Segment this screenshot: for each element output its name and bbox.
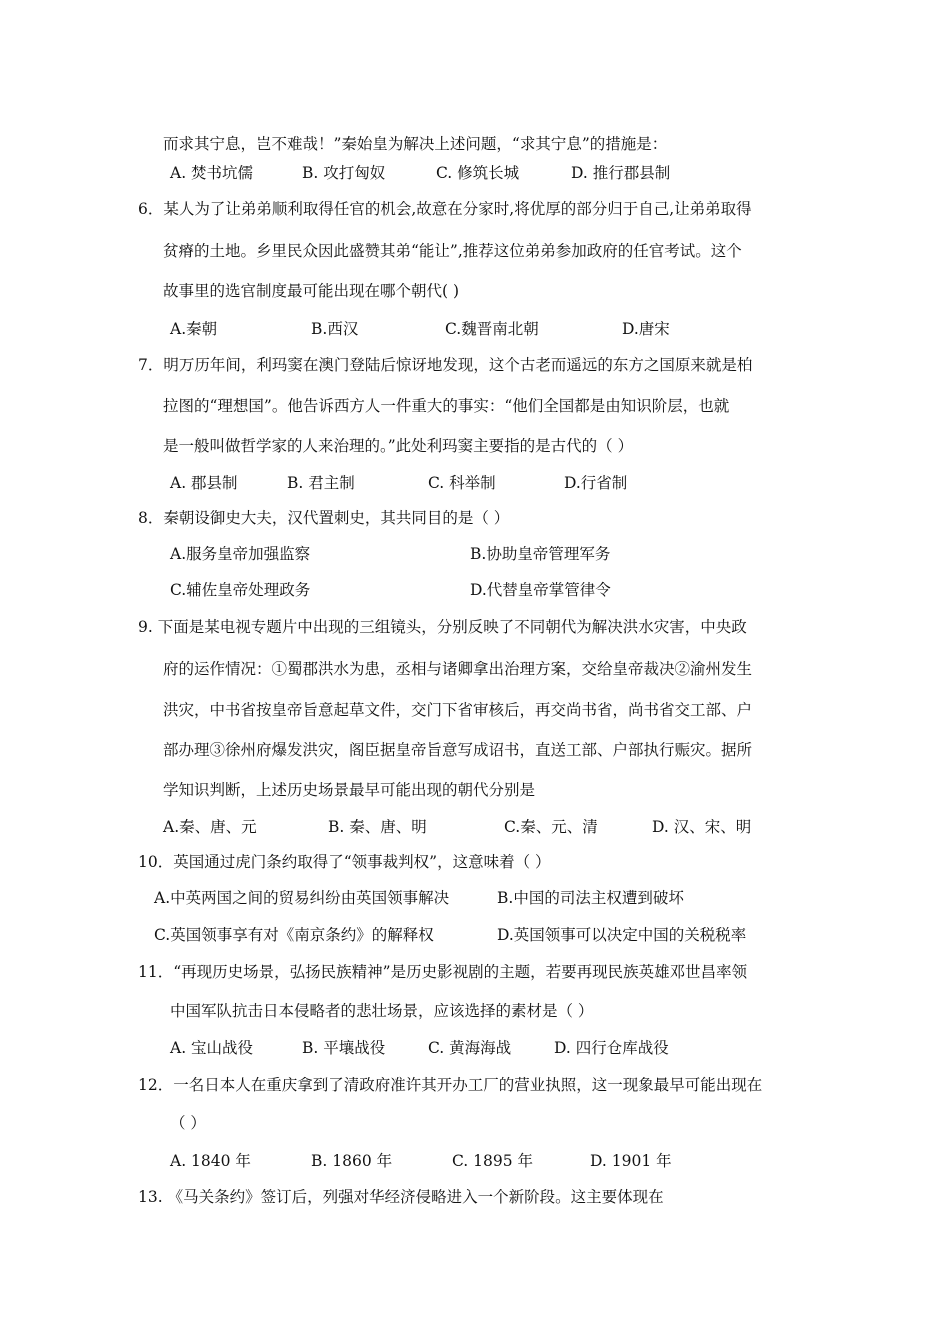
q11-option-d: D. 四行仓库战役 <box>554 1039 669 1057</box>
q12-option-c: C. 1895 年 <box>452 1152 534 1170</box>
q6-stem-line-3: 故事里的选官制度最可能出现在哪个朝代( ) <box>163 282 460 300</box>
q5-option-b: B. 攻打匈奴 <box>302 164 386 182</box>
q5-option-d: D. 推行郡县制 <box>571 164 671 182</box>
q5-option-a: A. 焚书坑儒 <box>170 164 254 182</box>
q9-stem-line-2: 府的运作情况：①蜀郡洪水为患，丞相与诸卿拿出治理方案，交给皇帝裁决②渝州发生 <box>163 660 753 678</box>
q12-option-d: D. 1901 年 <box>590 1152 672 1170</box>
q6-option-b: B.西汉 <box>311 320 359 338</box>
q12-stem-line-2: （ ） <box>170 1114 206 1132</box>
q8-stem: 8．秦朝设御史大夫，汉代置刺史，其共同目的是（ ） <box>138 509 510 527</box>
q7-option-a: A. 郡县制 <box>170 474 238 492</box>
q7-option-c: C. 科举制 <box>428 474 496 492</box>
q13-stem: 13. 《马关条约》签订后，列强对华经济侵略进入一个新阶段。这主要体现在 <box>138 1188 664 1206</box>
q6-option-d: D.唐宋 <box>622 320 670 338</box>
q12-stem-line-1: 12．一名日本人在重庆拿到了清政府准许其开办工厂的营业执照，这一现象最早可能出现在 <box>138 1076 763 1094</box>
q7-stem-line-2: 拉图的“理想国”。他告诉西方人一件重大的事实：“他们全国都是由知识阶层，也就 <box>163 397 730 415</box>
q9-option-d: D. 汉、宋、明 <box>652 818 752 836</box>
q7-stem-line-1: 7．明万历年间，利玛窦在澳门登陆后惊讶地发现，这个古老而遥远的东方之国原来就是柏 <box>138 356 753 374</box>
q8-option-b: B.协助皇帝管理军务 <box>470 545 611 563</box>
q11-option-a: A. 宝山战役 <box>170 1039 254 1057</box>
q9-option-c: C.秦、元、清 <box>504 818 598 836</box>
q7-option-b: B. 君主制 <box>287 474 355 492</box>
q10-option-c: C.英国领事享有对《南京条约》的解释权 <box>154 926 434 944</box>
q6-stem-line-2: 贫瘠的土地。乡里民众因此盛赞其弟“能让”,推荐这位弟弟参加政府的任官考试。这个 <box>163 242 742 260</box>
q8-option-c: C.辅佐皇帝处理政务 <box>170 581 311 599</box>
q9-stem-line-3: 洪灾，中书省按皇帝旨意起草文件，交门下省审核后，再交尚书省，尚书省交工部、户 <box>163 701 753 719</box>
q5-option-c: C. 修筑长城 <box>436 164 520 182</box>
q10-stem: 10．英国通过虎门条约取得了“领事裁判权”，这意味着（ ） <box>138 853 551 871</box>
q9-stem-line-1: 9. 下面是某电视专题片中出现的三组镜头，分别反映了不同朝代为解决洪水灾害，中央政 <box>138 618 747 636</box>
q9-option-a: A.秦、唐、元 <box>163 818 257 836</box>
q7-stem-line-3: 是一般叫做哲学家的人来治理的。”此处利玛窦主要指的是古代的（ ） <box>163 437 634 455</box>
q9-stem-line-5: 学知识判断，上述历史场景最早可能出现的朝代分别是 <box>163 781 536 799</box>
q7-option-d: D.行省制 <box>564 474 628 492</box>
q10-option-b: B.中国的司法主权遭到破坏 <box>497 889 684 907</box>
q6-option-c: C.魏晋南北朝 <box>445 320 539 338</box>
q11-stem-line-1: 11．“再现历史场景，弘扬民族精神”是历史影视剧的主题，若要再现民族英雄邓世昌率领 <box>138 963 748 981</box>
q10-option-a: A.中英两国之间的贸易纠纷由英国领事解决 <box>154 889 450 907</box>
q12-option-a: A. 1840 年 <box>170 1152 251 1170</box>
q10-option-d: D.英国领事可以决定中国的关税税率 <box>497 926 747 944</box>
q11-option-b: B. 平壤战役 <box>302 1039 386 1057</box>
q9-option-b: B. 秦、唐、明 <box>328 818 427 836</box>
q6-stem-line-1: 6．某人为了让弟弟顺利取得任官的机会,故意在分家时,将优厚的部分归于自己,让弟弟取得 <box>138 200 752 218</box>
q9-stem-line-4: 部办理③徐州府爆发洪灾，阁臣据皇帝旨意写成诏书，直送工部、户部执行赈灾。据所 <box>163 741 753 759</box>
q5-continuation: 而求其宁息，岂不难哉！”秦始皇为解决上述问题，“求其宁息”的措施是： <box>163 135 668 153</box>
q6-option-a: A.秦朝 <box>170 320 218 338</box>
q8-option-d: D.代替皇帝掌管律令 <box>470 581 611 599</box>
q11-stem-line-2: 中国军队抗击日本侵略者的悲壮场景，应该选择的素材是（ ） <box>170 1002 594 1020</box>
q11-option-c: C. 黄海海战 <box>428 1039 512 1057</box>
q8-option-a: A.服务皇帝加强监察 <box>170 545 311 563</box>
q12-option-b: B. 1860 年 <box>311 1152 393 1170</box>
